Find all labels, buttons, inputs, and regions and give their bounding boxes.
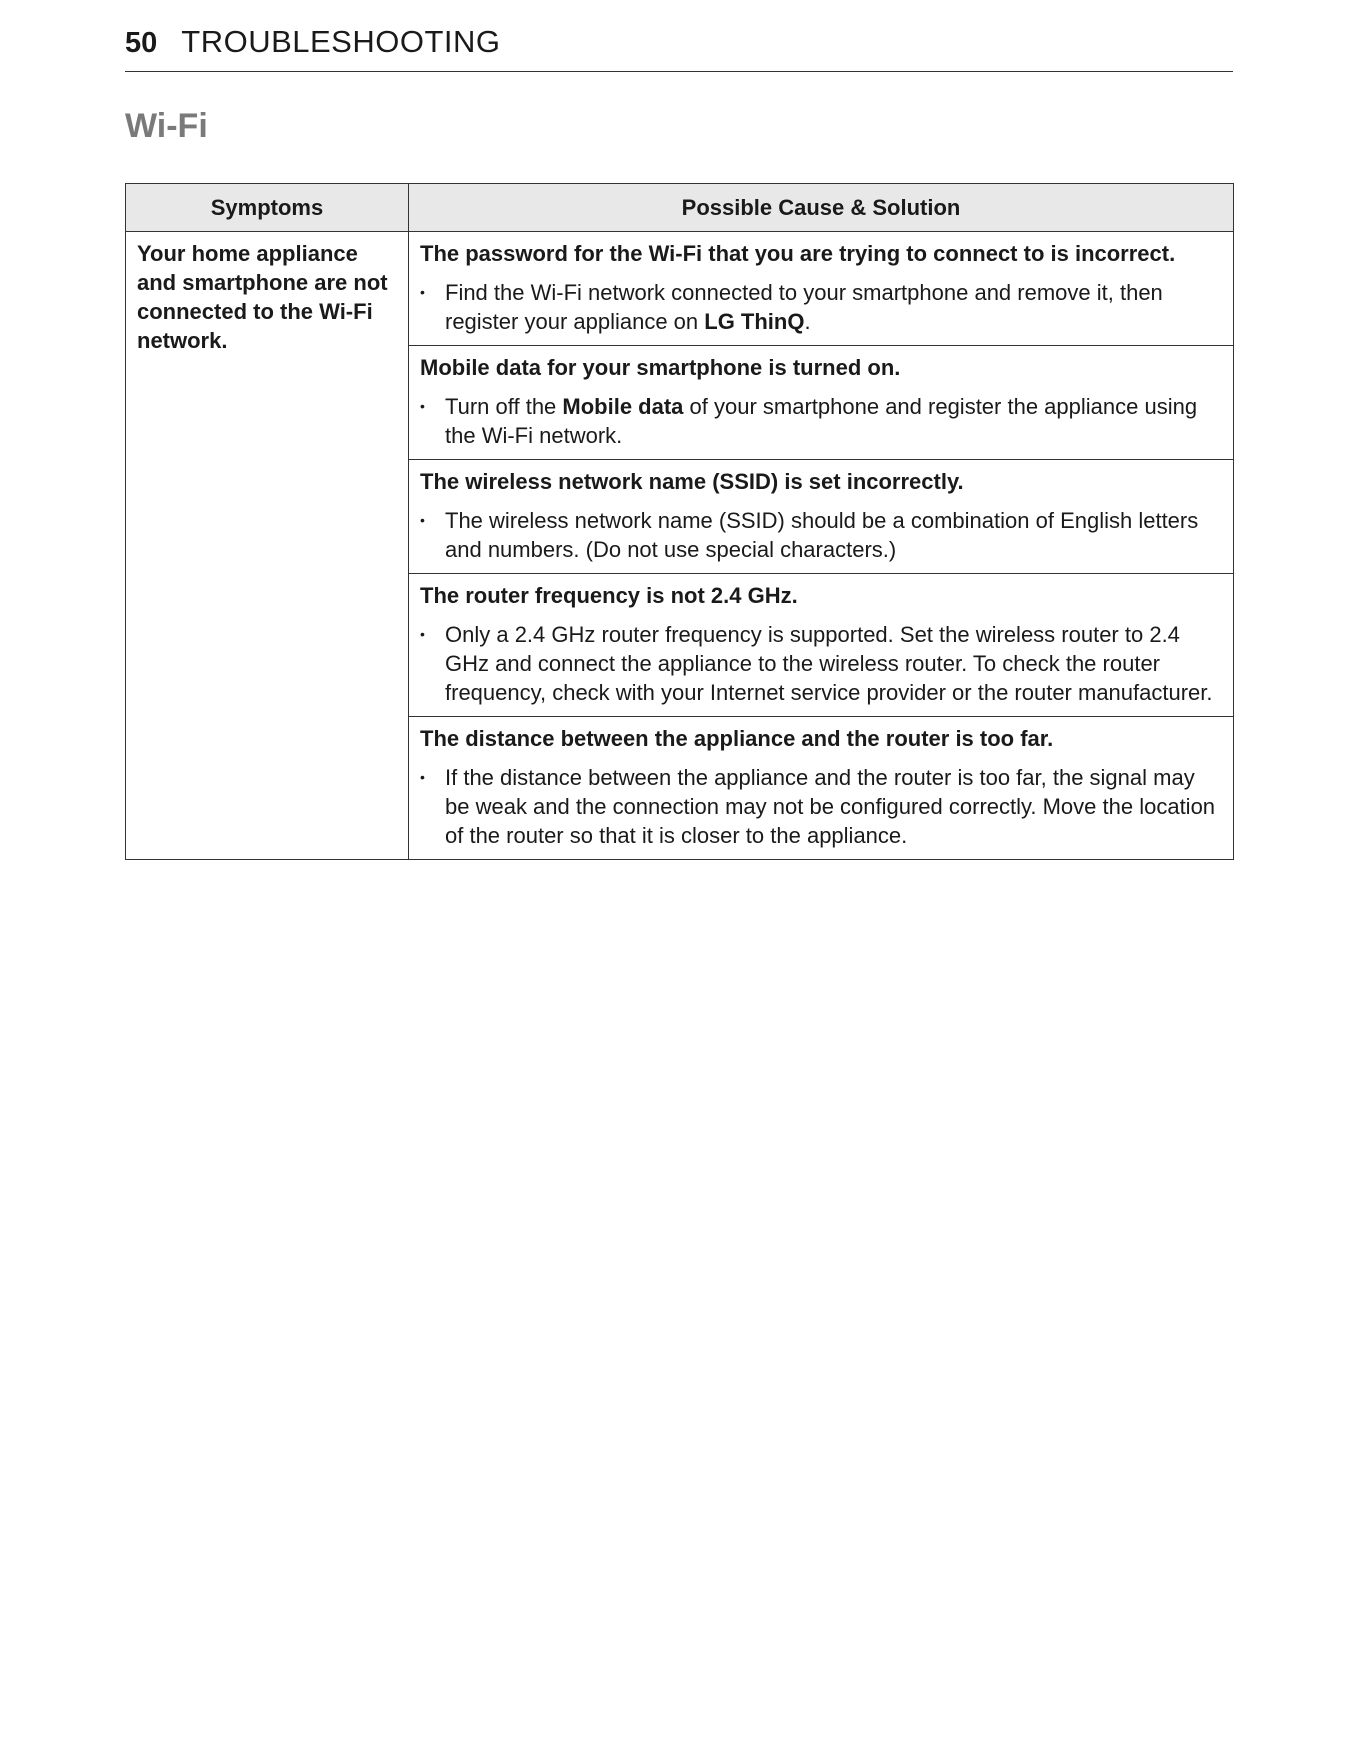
section-title: Wi-Fi <box>125 107 208 145</box>
table-row <box>126 232 1234 346</box>
symptom-cell <box>126 232 409 860</box>
solution-item <box>420 278 1222 336</box>
possible-cause: The wireless network name (SSID) is set incorrectly. <box>420 469 964 494</box>
page-number: 50 <box>125 27 158 59</box>
solution-emphasis: Mobile data <box>562 394 684 419</box>
cause-solution-cell <box>409 717 1234 860</box>
cause-solution-cell <box>409 460 1234 574</box>
solution-item <box>420 506 1222 564</box>
solution-segment: Only a 2.4 GHz router frequency is supported. Set the wireless router to 2.4 GHz and connect the appliance to the wireless router. To check the router frequency, check with your Internet service provider or the router manufacturer. <box>445 622 1213 705</box>
solution-item <box>420 620 1222 707</box>
troubleshooting-table <box>125 183 1234 860</box>
solution-item <box>420 392 1222 450</box>
solution-segment: The wireless network name (SSID) should be a combination of English letters and numbers. (Do not use special characters.) <box>445 508 1199 562</box>
cause-solution-cell <box>409 232 1234 346</box>
solution-segment: of your smartphone and register the appliance using the Wi-Fi network. <box>445 394 1198 448</box>
header-title: TROUBLESHOOTING <box>181 24 501 59</box>
solution-text <box>445 392 1222 450</box>
solution-segment: . <box>804 309 811 334</box>
bullet-icon: • <box>420 398 425 414</box>
page-header <box>125 26 1233 72</box>
bullet-icon: • <box>420 769 425 785</box>
cause-solution-cell <box>409 346 1234 460</box>
possible-cause: The password for the Wi-Fi that you are trying to connect to is incorrect. <box>420 241 1176 266</box>
possible-cause: The router frequency is not 2.4 GHz. <box>420 583 798 608</box>
possible-cause: The distance between the appliance and the router is too far. <box>420 726 1054 751</box>
solution-text <box>445 506 1222 564</box>
solution-text <box>445 278 1222 336</box>
possible-cause: Mobile data for your smartphone is turned on. <box>420 355 901 380</box>
solution-segment: Turn off the <box>445 394 563 419</box>
solution-text <box>445 620 1222 707</box>
bullet-icon: • <box>420 512 425 528</box>
solution-segment: If the distance between the appliance and the router is too far, the signal may be weak and the connection may not be configured correctly. Move the location of the router so that it is closer to the appliance. <box>445 765 1216 848</box>
solution-item <box>420 763 1222 850</box>
table-header-row <box>126 184 1234 232</box>
cause-solution-cell <box>409 574 1234 717</box>
table-body <box>126 232 1234 860</box>
bullet-icon: • <box>420 284 425 300</box>
column-header-symptoms: Symptoms <box>126 184 409 232</box>
solution-text <box>445 763 1222 850</box>
bullet-icon: • <box>420 626 425 642</box>
solution-segment: Find the Wi-Fi network connected to your smartphone and remove it, then register your appliance on <box>445 280 1163 334</box>
solution-emphasis: LG ThinQ <box>704 309 805 334</box>
symptom-text: Your home appliance and smartphone are not connected to the Wi-Fi network. <box>137 241 388 353</box>
column-header-cause-solution: Possible Cause & Solution <box>409 184 1234 232</box>
